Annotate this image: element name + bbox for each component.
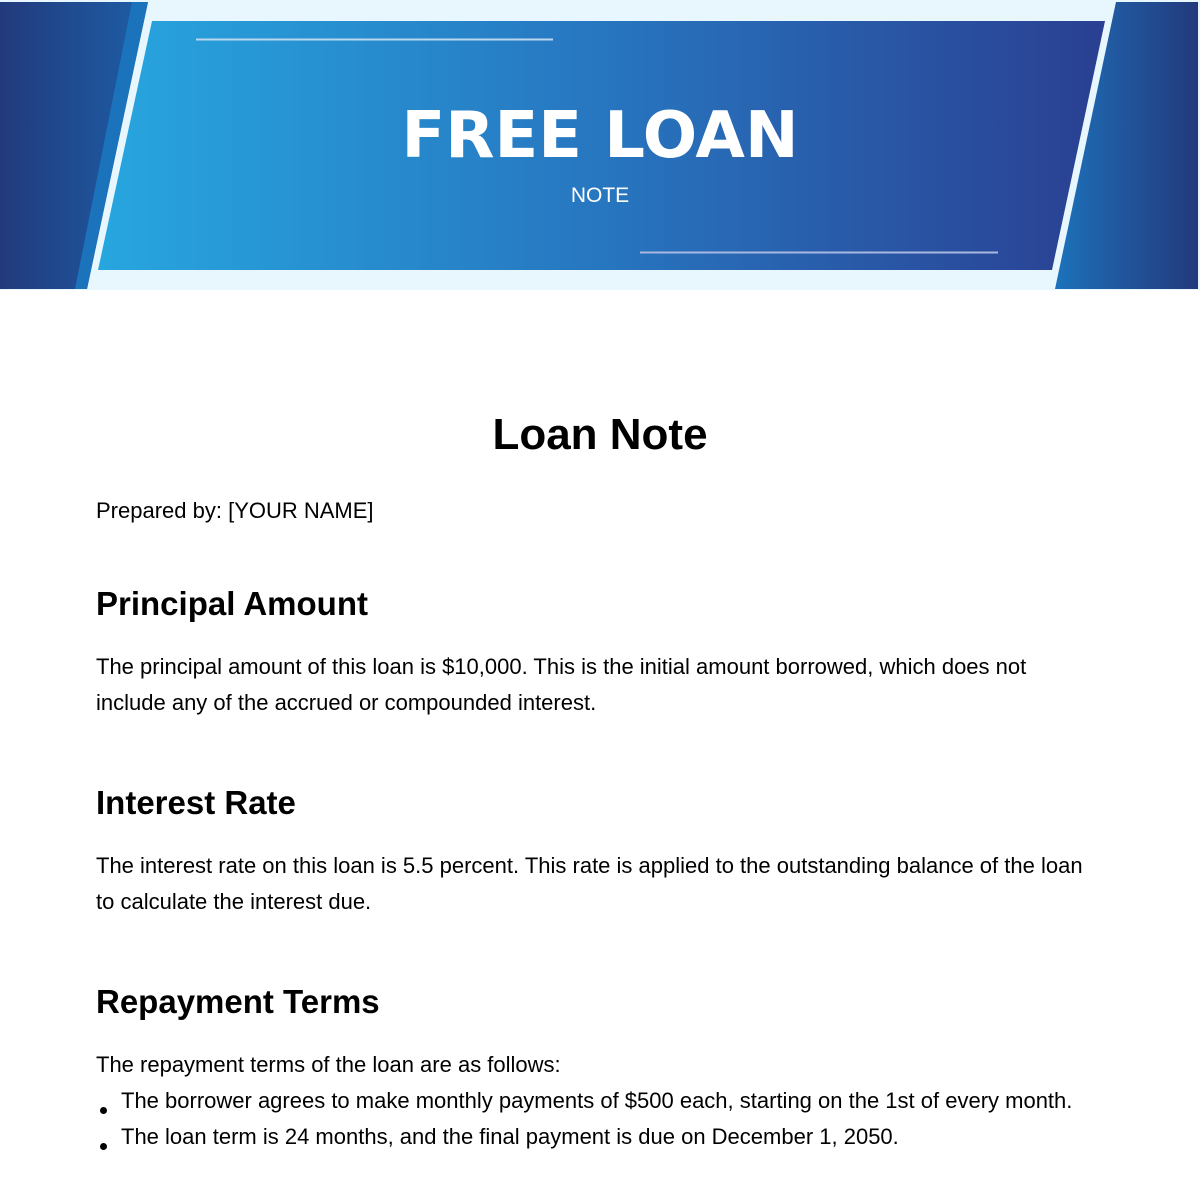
header-banner	[0, 0, 1200, 290]
document-body	[96, 405, 1096, 1155]
list-item-text: The borrower agrees to make monthly payments of $500 each, starting on the 1st of every month.	[121, 1088, 1073, 1113]
banner-title: FREE LOAN	[401, 99, 799, 173]
section-repayment-terms	[96, 980, 1096, 1155]
section-heading: Principal Amount	[96, 585, 368, 622]
list-item	[96, 1083, 1096, 1119]
section-body: The repayment terms of the loan are as follows:	[96, 1052, 561, 1077]
section-body: The principal amount of this loan is $10,000. This is the initial amount borrowed, which does not include any of the accrued or compounded interest.	[96, 654, 1027, 715]
bullet-icon	[100, 1107, 107, 1114]
banner-subtitle: NOTE	[570, 184, 630, 207]
list-item-text: The loan term is 24 months, and the final payment is due on December 1, 2050.	[121, 1124, 899, 1149]
repayment-terms-list	[96, 1083, 1096, 1155]
section-heading: Interest Rate	[96, 784, 296, 821]
section-body: The interest rate on this loan is 5.5 percent. This rate is applied to the outstanding balance of the loan to calculate the interest due.	[96, 853, 1083, 914]
prepared-by: Prepared by: [YOUR NAME]	[96, 498, 374, 523]
section-principal-amount	[96, 582, 1096, 721]
document-title: Loan Note	[492, 410, 708, 459]
section-heading: Repayment Terms	[96, 983, 380, 1020]
bullet-icon	[100, 1143, 107, 1150]
list-item	[96, 1119, 1096, 1155]
section-interest-rate	[96, 781, 1096, 920]
